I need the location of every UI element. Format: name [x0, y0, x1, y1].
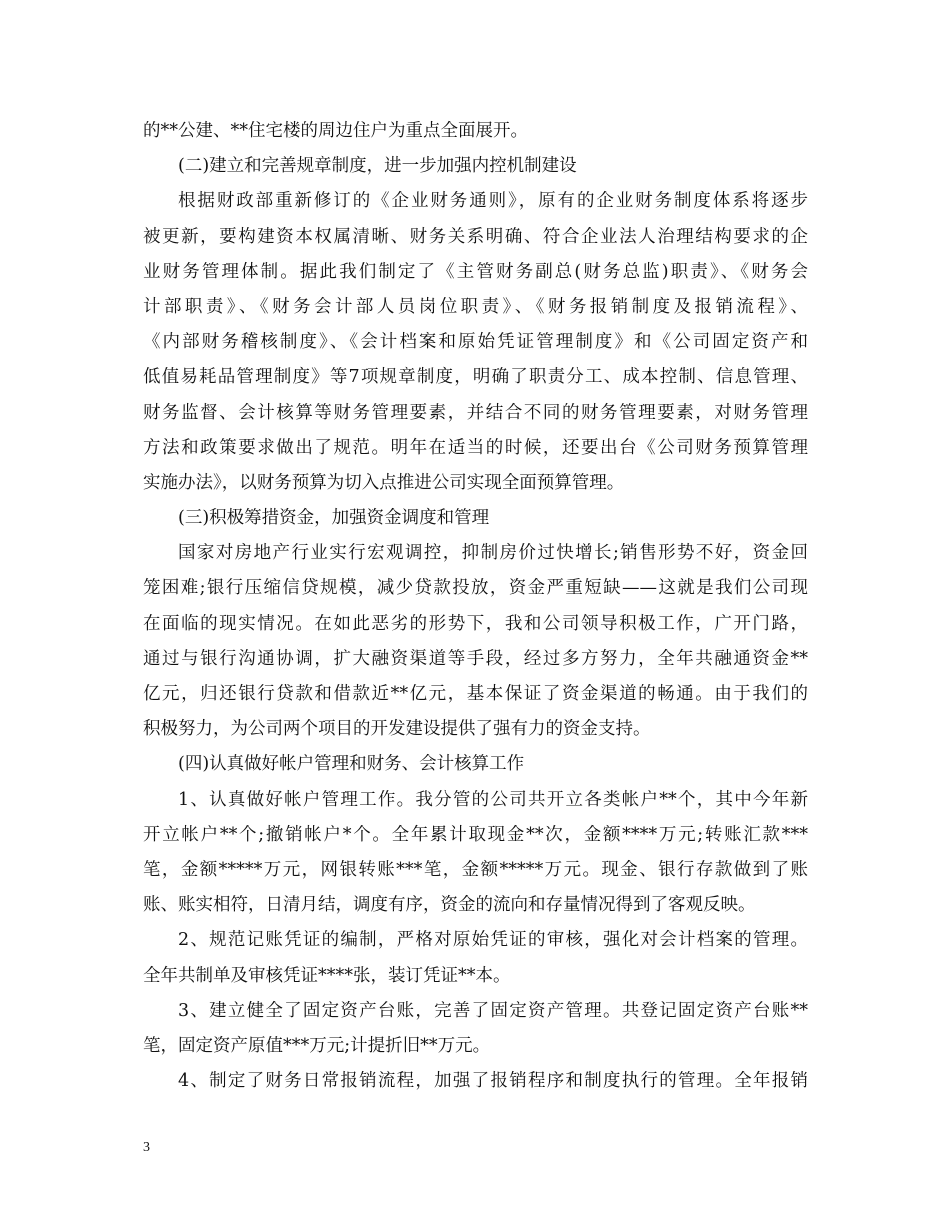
text-line: (二)建立和完善规章制度，进一步加强内控机制建设 [178, 156, 577, 177]
text-line: 低值易耗品管理制度》等7项规章制度，明确了职责分工、成本控制、信息管理、 [143, 367, 808, 388]
text-line: 亿元，归还银行贷款和借款近**亿元，基本保证了资金渠道的畅通。由于我们的 [143, 684, 808, 704]
text-line: 积极努力，为公司两个项目的开发建设提供了强有力的资金支持。 [143, 719, 651, 740]
text-line: 开立帐户**个;撤销帐户*个。全年累计取现金**次，金额****万元;转账汇款*** [143, 824, 808, 845]
text-line: 被更新，要构建资本权属清晰、财务关系明确、符合企业法人治理结构要求的企 [143, 226, 808, 247]
text-line: 笔，固定资产原值***万元;计提折旧**万元。 [143, 1035, 491, 1056]
text-line: 通过与银行沟通协调，扩大融资渠道等手段，经过多方努力，全年共融通资金** [143, 648, 808, 669]
text-line: 方法和政策要求做出了规范。明年在适当的时候，还要出台《公司财务预算管理 [143, 437, 808, 458]
text-line: 笔，金额*****万元，网银转账***笔，金额*****万元。现金、银行存款做到了账 [143, 859, 808, 880]
text-line: 2、规范记账凭证的编制，严格对原始凭证的审核，强化对会计档案的管理。 [178, 930, 808, 951]
text-line: 实施办法》，以财务预算为切入点推进公司实现全面预算管理。 [143, 472, 625, 493]
text-line: (四)认真做好帐户管理和财务、会计核算工作 [178, 754, 525, 775]
document-body [143, 114, 808, 1099]
page-number: 3 [143, 1140, 150, 1155]
text-line: (三)积极筹措资金，加强资金调度和管理 [178, 508, 490, 529]
text-line: 的**公建、**住宅楼的周边住户为重点全面展开。 [143, 121, 528, 141]
text-line: 财务监督、会计核算等财务管理要素，并结合不同的财务管理要素，对财务管理 [143, 402, 808, 423]
text-line: 国家对房地产行业实行宏观调控，抑制房价过快增长;销售形势不好，资金回 [178, 543, 808, 564]
text-line: 账、账实相符，日清月结，调度有序，资金的流向和存量情况得到了客观反映。 [143, 895, 756, 916]
text-line: 4、制定了财务日常报销流程，加强了报销程序和制度执行的管理。全年报销 [178, 1071, 808, 1092]
text-line: 根据财政部重新修订的《企业财务通则》，原有的企业财务制度体系将逐步 [178, 191, 808, 212]
text-line: 计部职责》、《财务会计部人员岗位职责》、《财务报销制度及报销流程》、 [143, 296, 808, 317]
text-line: 3、建立健全了固定资产台账，完善了固定资产管理。共登记固定资产台账** [178, 1000, 808, 1021]
text-line: 笼困难;银行压缩信贷规模，减少贷款投放，资金严重短缺——这就是我们公司现 [143, 578, 808, 599]
text-line: 业财务管理体制。据此我们制定了《主管财务副总(财务总监)职责》、《财务会 [143, 261, 808, 282]
text-line: 1、认真做好帐户管理工作。我分管的公司共开立各类帐户**个，其中今年新 [178, 789, 808, 810]
text-line: 《内部财务稽核制度》、《会计档案和原始凭证管理制度》和《公司固定资产和 [143, 332, 808, 353]
text-line: 在面临的现实情况。在如此恶劣的形势下，我和公司领导积极工作，广开门路， [143, 613, 808, 634]
text-line: 全年共制单及审核凭证****张，装订凭证**本。 [143, 965, 511, 986]
